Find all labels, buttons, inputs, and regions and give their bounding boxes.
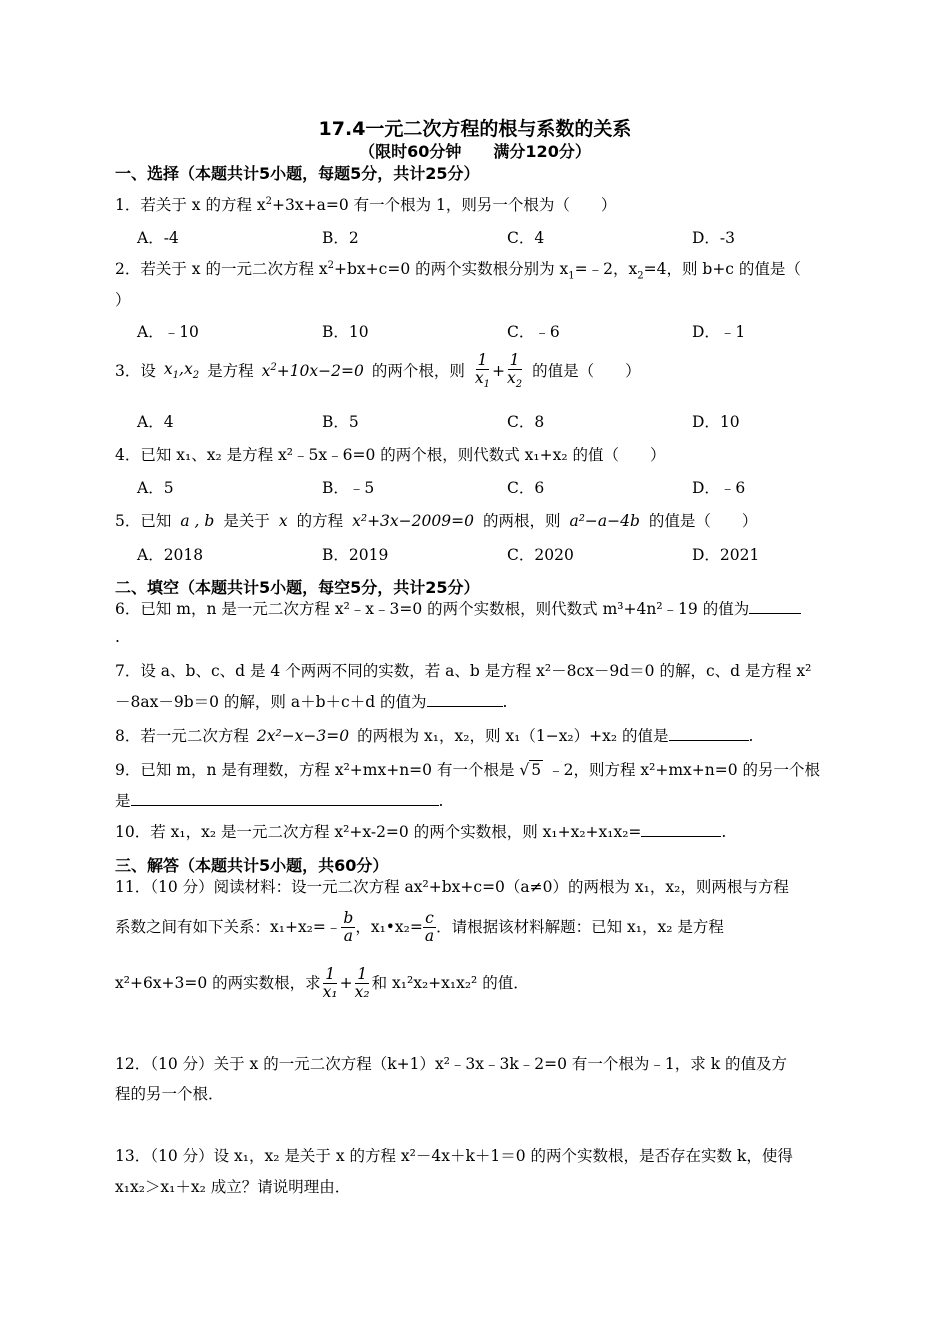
question-9-text-a: 9．已知 m，n 是有理数，方程 x²+mx+n=0 有一个根是 bbox=[115, 761, 515, 779]
section-heading-choice: 一、选择（本题共计5小题，每题5分，共计25分） bbox=[115, 164, 480, 183]
question-3-option-b: B．5 bbox=[322, 413, 359, 431]
question-3-text-d: 的值是（ ） bbox=[532, 361, 641, 380]
question-8-text-a: 8．若一元二次方程 bbox=[115, 727, 249, 745]
question-1-option-c: C．4 bbox=[507, 229, 545, 247]
question-12-line2: 程的另一个根． bbox=[115, 1085, 224, 1103]
section-heading-solve: 三、解答（本题共计5小题，共60分） bbox=[115, 856, 389, 875]
question-5-option-c: C．2020 bbox=[507, 546, 574, 564]
question-2-option-c: C．﹣6 bbox=[507, 323, 560, 341]
question-2-sub2: 2 bbox=[637, 270, 644, 282]
question-9-line2: 是 . bbox=[115, 792, 444, 810]
question-1-text-a: 1．若关于 x 的方程 x bbox=[115, 196, 266, 215]
page-subtitle: （限时60分钟 满分120分） bbox=[359, 142, 591, 161]
question-10: 10．若 x₁，x₂ 是一元二次方程 x²+x-2=0 的两个实数根，则 x₁+x₂+x₁x₂= . bbox=[115, 823, 727, 841]
fraction-1-over-x1: $\frac{1}{\text{x₁}}$ bbox=[322, 965, 338, 1002]
question-9-text-b: ﹣2，则方程 x²+mx+n=0 的另一个根 bbox=[548, 761, 821, 779]
answer-blank[interactable] bbox=[427, 705, 503, 707]
question-2-text-d: =4，则 b+c 的值是（ bbox=[643, 260, 801, 279]
question-2-line2: ） bbox=[115, 291, 131, 309]
question-2-option-b: B．10 bbox=[322, 323, 369, 341]
question-13-line2: x₁x₂＞x₁＋x₂ 成立？请说明理由． bbox=[115, 1178, 351, 1196]
question-4-option-d: D．﹣6 bbox=[692, 479, 746, 497]
question-5-expression: a²−a−4b bbox=[569, 512, 640, 530]
question-5 bbox=[115, 512, 757, 531]
section-heading-fill: 二、填空（本题共计5小题，每空5分，共计25分） bbox=[115, 578, 480, 597]
question-12-line1: 12．（10 分）关于 x 的一元二次方程（k+1）x²﹣3x﹣3k﹣2=0 有一个根为﹣1，求 k 的值及方 bbox=[115, 1055, 788, 1073]
question-2-text-b: +bx+c=0 的两个实数根分别为 x bbox=[334, 260, 569, 279]
fraction-b-over-a: $\frac{b}{a}$ bbox=[343, 909, 354, 946]
question-2-option-a: A．﹣10 bbox=[137, 323, 199, 341]
question-5-text-d: 的两根，则 bbox=[482, 512, 561, 530]
question-1-option-b: B．2 bbox=[322, 229, 359, 247]
question-3-option-d: D．10 bbox=[692, 413, 740, 431]
fraction: $\frac{1}{x_1}$ bbox=[474, 351, 490, 391]
question-8-equation: 2x²−x−3=0 bbox=[256, 727, 350, 745]
question-7-line1: 7．设 a、b、c、d 是 4 个两两不同的实数，若 a、b 是方程 x²－8cx－9d＝0 的解，c、d 是方程 x² bbox=[115, 662, 812, 680]
question-11-line2: 系数之间有如下关系：x₁+x₂=﹣ $\frac{b}{a}$ ，x₁•x₂= $\frac{c}{a}$ ．请根据该材料解题：已知 x₁，x₂ 是方程 bbox=[115, 909, 724, 946]
question-2-sup: 2 bbox=[327, 260, 335, 271]
question-2 bbox=[115, 260, 801, 282]
question-2-text-c: =﹣2，x bbox=[574, 260, 638, 279]
question-4-option-c: C．6 bbox=[507, 479, 545, 497]
question-5-x: x bbox=[278, 512, 288, 530]
question-5-option-b: B．2019 bbox=[322, 546, 389, 564]
question-8 bbox=[115, 727, 753, 746]
fraction-1-over-x2: $\frac{1}{\text{x₂}}$ bbox=[354, 965, 370, 1002]
answer-blank[interactable] bbox=[641, 835, 721, 837]
question-2-option-d: D．﹣1 bbox=[692, 323, 746, 341]
question-5-text-b: 是关于 bbox=[223, 512, 270, 530]
answer-blank[interactable] bbox=[669, 739, 749, 741]
question-9 bbox=[115, 761, 820, 780]
answer-blank[interactable] bbox=[131, 804, 439, 806]
question-3-text-b: 是方程 bbox=[207, 361, 254, 380]
question-4-option-a: A．5 bbox=[137, 479, 174, 497]
question-3 bbox=[115, 352, 641, 390]
question-5-text-a: 5．已知 bbox=[115, 512, 172, 530]
fraction-c-over-a: $\frac{c}{a}$ bbox=[424, 909, 435, 946]
question-5-text-c: 的方程 bbox=[296, 512, 344, 530]
question-2-sub1: 1 bbox=[568, 270, 575, 282]
question-5-text-e: 的值是（ ） bbox=[648, 512, 758, 530]
question-1-option-a: A．-4 bbox=[137, 229, 179, 247]
question-1-option-d: D．-3 bbox=[692, 229, 736, 247]
question-3-fraction-sum: $\frac{1}{x_1}$ + $\frac{1}{x_2}$ bbox=[474, 351, 523, 391]
question-3-vars: $x_1,x_2$ bbox=[163, 360, 200, 382]
question-3-equation: $x^2+10x-2=0$ bbox=[261, 361, 364, 380]
question-4-option-b: B．﹣5 bbox=[322, 479, 375, 497]
question-11-line3: x²+6x+3=0 的两实数根，求 $\frac{1}{\text{x₁}}$ + $\frac{1}{\text{x₂}}$ 和 x₁²x₂+x₁x₂² 的值． bbox=[115, 965, 529, 1002]
question-1-sup: 2 bbox=[265, 196, 273, 207]
question-11-line1: 11．（10 分）阅读材料：设一元二次方程 ax²+bx+c=0（a≠0）的两根为 x₁，x₂，则两根与方程 bbox=[115, 878, 789, 896]
answer-blank[interactable] bbox=[749, 612, 801, 614]
question-13-line1: 13．（10 分）设 x₁，x₂ 是关于 x 的方程 x²－4x＋k＋1＝0 的两个实数根，是否存在实数 k，使得 bbox=[115, 1147, 793, 1165]
question-3-text-c: 的两个根，则 bbox=[371, 361, 465, 380]
fraction: $\frac{1}{x_2}$ bbox=[507, 351, 523, 391]
question-3-option-c: C．8 bbox=[507, 413, 545, 431]
question-7-line2: －8ax－9b＝0 的解，则 a＋b＋c＋d 的值为 . bbox=[115, 693, 508, 711]
question-5-option-a: A．2018 bbox=[137, 546, 204, 564]
page-title: 17.4一元二次方程的根与系数的关系 bbox=[318, 118, 632, 140]
question-4: 4．已知 x₁、x₂ 是方程 x²﹣5x﹣6=0 的两个根，则代数式 x₁+x₂ 的值（ ） bbox=[115, 446, 666, 464]
question-1-text-b: +3x+a=0 有一个根为 1，则另一个根为（ ） bbox=[272, 196, 617, 215]
sqrt-symbol: √ 5 bbox=[519, 761, 542, 779]
question-1 bbox=[115, 196, 616, 215]
question-5-vars: a , b bbox=[180, 512, 215, 530]
question-6-text: 6．已知 m，n 是一元二次方程 x²﹣x﹣3=0 的两个实数根，则代数式 m³+4n²﹣19 的值为 bbox=[115, 600, 750, 618]
question-2-text-a: 2．若关于 x 的一元二次方程 x bbox=[115, 260, 328, 279]
question-7-text: －8ax－9b＝0 的解，则 a＋b＋c＋d 的值为 bbox=[115, 693, 427, 711]
question-5-option-d: D．2021 bbox=[692, 546, 760, 564]
question-10-text: 10．若 x₁，x₂ 是一元二次方程 x²+x-2=0 的两个实数根，则 x₁+x₂+x₁x₂= bbox=[115, 823, 642, 841]
question-6 bbox=[115, 600, 801, 619]
question-8-text-b: 的两根为 x₁，x₂，则 x₁（1−x₂）+x₂ 的值是 . bbox=[357, 727, 754, 745]
question-5-equation: x²+3x−2009=0 bbox=[352, 512, 474, 530]
question-3-text-a: 3．设 bbox=[115, 361, 156, 380]
question-6-line2: . bbox=[115, 628, 120, 646]
question-3-option-a: A．4 bbox=[137, 413, 174, 431]
